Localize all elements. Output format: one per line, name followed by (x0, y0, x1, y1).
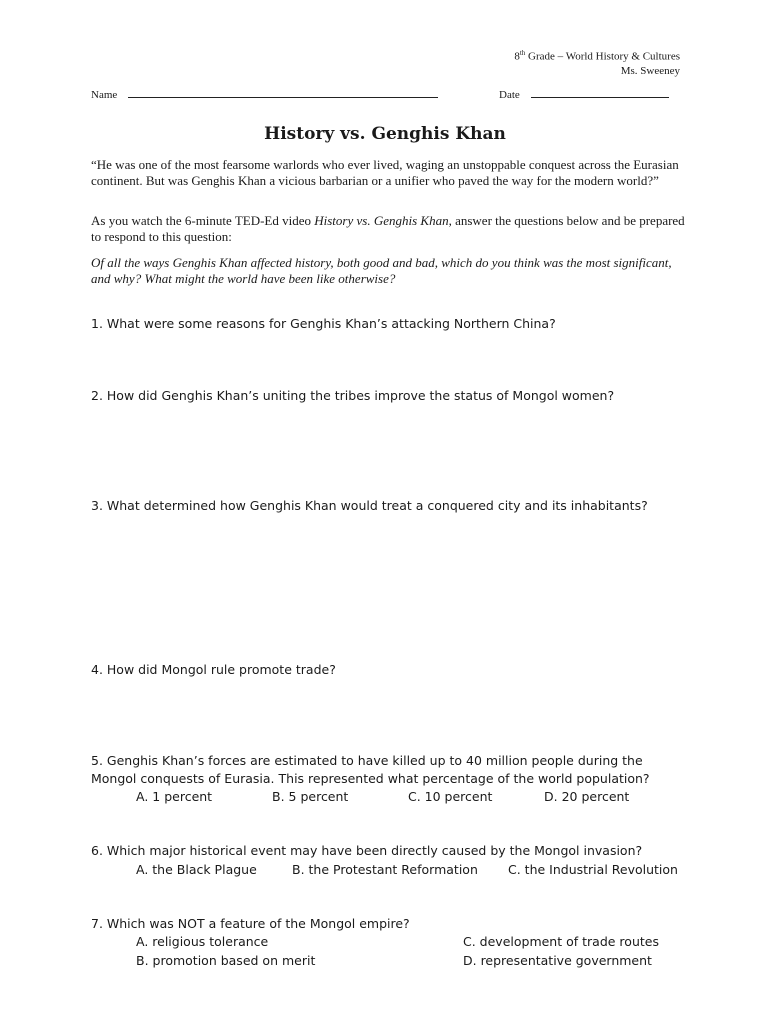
intro-quote: “He was one of the most fearsome warlords who ever lived, waging an unstoppable conquest across the Eurasian continent. But was Genghis Khan a vicious barbarian or a unifier who paved the way for the modern world?” (91, 157, 679, 188)
q7-option-a[interactable]: A. religious tolerance (136, 934, 269, 949)
q6-option-b[interactable]: B. the Protestant Reformation (292, 862, 478, 877)
q6-option-c[interactable]: C. the Industrial Revolution (508, 862, 678, 877)
question-7: 7. Which was NOT a feature of the Mongol empire? (91, 916, 410, 931)
question-1: 1. What were some reasons for Genghis Khan’s attacking Northern China? (91, 316, 556, 331)
course-header (514, 46, 680, 78)
question-6: 6. Which major historical event may have been directly caused by the Mongol invasion? (91, 843, 643, 858)
date-label: Date (499, 89, 520, 101)
answer-space-4[interactable] (91, 681, 691, 746)
question-2: 2. How did Genghis Khan’s uniting the tribes improve the status of Mongol women? (91, 388, 615, 403)
question-5: 5. Genghis Khan’s forces are estimated to have killed up to 40 million people during the Mongol conquests of Eurasia. This represented what percentage of the world population? (91, 753, 650, 786)
teacher-name: Ms. Sweeney (620, 64, 680, 77)
q5-option-c[interactable]: C. 10 percent (408, 789, 493, 804)
course-title: Grade – World History & Cultures (525, 50, 680, 63)
q5-option-b[interactable]: B. 5 percent (272, 789, 349, 804)
course-line (514, 46, 680, 64)
q7-option-c[interactable]: C. development of trade routes (463, 934, 659, 949)
question-4: 4. How did Mongol rule promote trade? (91, 662, 336, 677)
question-3: 3. What determined how Genghis Khan would treat a conquered city and its inhabitants? (91, 498, 648, 513)
essay-prompt: Of all the ways Genghis Khan affected history, both good and bad, which do you think was the most significant, and why? What might the world have been like otherwise? (91, 255, 672, 286)
q5-option-d[interactable]: D. 20 percent (544, 789, 630, 804)
grade-suffix: th (519, 49, 526, 57)
q5-option-a[interactable]: A. 1 percent (136, 789, 213, 804)
answer-space-1[interactable] (91, 335, 691, 385)
instructions-after: , answer the questions below and be prepared to respond to this question: (91, 213, 685, 244)
name-blank[interactable] (128, 87, 438, 98)
instructions-before: As you watch the 6-minute TED-Ed video (91, 213, 315, 228)
instructions (91, 213, 691, 245)
q6-option-a[interactable]: A. the Black Plague (136, 862, 257, 877)
date-blank[interactable] (531, 87, 669, 98)
grade-number: 8 (514, 50, 520, 63)
date-field (499, 87, 669, 101)
answer-space-2[interactable] (91, 407, 691, 497)
q7-option-b[interactable]: B. promotion based on merit (136, 953, 316, 968)
page-title: History vs. Genghis Khan (264, 124, 506, 144)
name-field (91, 87, 438, 101)
answer-space-3[interactable] (91, 517, 691, 657)
q7-option-d[interactable]: D. representative government (463, 953, 652, 968)
video-title: History vs. Genghis Khan (314, 213, 449, 228)
name-label: Name (91, 89, 118, 101)
